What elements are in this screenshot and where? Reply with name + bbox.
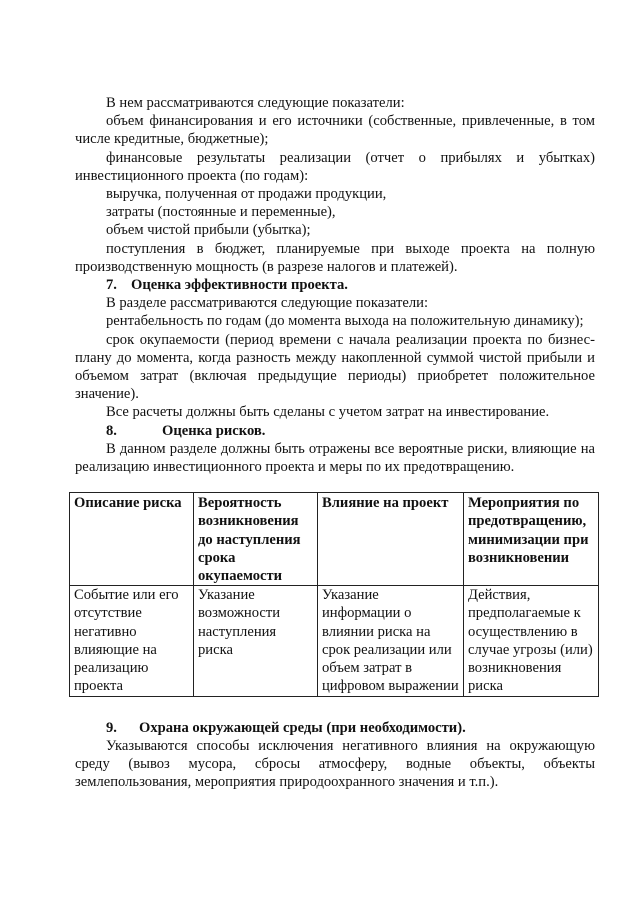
column-header-impact: Влияние на проект	[318, 493, 464, 586]
section-number: 7.	[106, 277, 117, 294]
paragraph-intro: В нем рассматриваются следующие показатели:	[106, 95, 405, 111]
table-cell: Действия, предполагаемые к осуществлению в случае угрозы (или) возникновения риска	[464, 586, 599, 696]
section-number: 8.	[106, 422, 117, 439]
paragraph-net-profit: объем чистой прибыли (убытка);	[106, 222, 311, 239]
paragraph-environment: Указываются способы исключения негативного влияния на окружающую среду (вывоз мусора, сбросы атмосферу, водные объекты, объекты землепользования, мероприятия природоохранного значения и т.п.).	[75, 737, 595, 791]
paragraph-revenue: выручка, полученная от продажи продукции,	[106, 186, 387, 203]
section-heading-risks	[75, 422, 595, 440]
table-header-row	[70, 493, 599, 586]
table-row	[70, 586, 599, 696]
paragraph-efficiency-intro: В разделе рассматриваются следующие показатели:	[106, 295, 429, 312]
table-cell: Указание возможности наступления риска	[194, 586, 318, 696]
paragraph-budget-revenues: поступления в бюджет, планируемые при выходе проекта на полную производственную мощность (в разрезе налогов и платежей).	[75, 240, 595, 275]
section-title: Охрана окружающей среды (при необходимости).	[139, 719, 466, 736]
document-page	[75, 94, 595, 791]
paragraph-profitability: рентабельность по годам (до момента выхода на положительную динамику);	[106, 313, 584, 330]
section-number: 9.	[106, 719, 117, 736]
paragraph-costs: затраты (постоянные и переменные),	[106, 204, 336, 221]
spacer	[75, 697, 595, 719]
paragraph-financial-results: финансовые результаты реализации (отчет о прибылях и убытках) инвестиционного проекта (по годам):	[75, 149, 595, 184]
column-header-measures: Мероприятия по предотвращению, минимизации при возникновении	[464, 493, 599, 586]
risk-table	[69, 492, 599, 696]
section-heading-environment	[75, 719, 595, 737]
section-title: Оценка рисков.	[162, 422, 266, 439]
table-cell: Указание информации о влиянии риска на срок реализации или объем затрат в цифровом выражении	[318, 586, 464, 696]
paragraph-risks: В данном разделе должны быть отражены все вероятные риски, влияющие на реализацию инвестиционного проекта и меры по их предотвращению.	[75, 440, 595, 476]
paragraph-investment-note: Все расчеты должны быть сделаны с учетом затрат на инвестирование.	[106, 404, 550, 421]
table-cell: Событие или его отсутствие негативно влияющие на реализацию проекта	[70, 586, 194, 696]
section-heading-efficiency	[75, 276, 595, 294]
paragraph-financing: объем финансирования и его источники (собственные, привлеченные, в том числе кредитные, бюджетные);	[75, 113, 595, 148]
column-header-risk-description: Описание риска	[70, 493, 194, 586]
paragraph-payback: срок окупаемости (период времени с начала реализации проекта по бизнес-плану до момента, когда разность между накопленной суммой чистой прибыли и объемом затрат (включая предыдущие периоды) приобретет положительное значение).	[75, 331, 595, 403]
column-header-probability: Вероятность возникновения до наступления срока окупаемости	[194, 493, 318, 586]
section-title: Оценка эффективности проекта.	[131, 277, 348, 294]
